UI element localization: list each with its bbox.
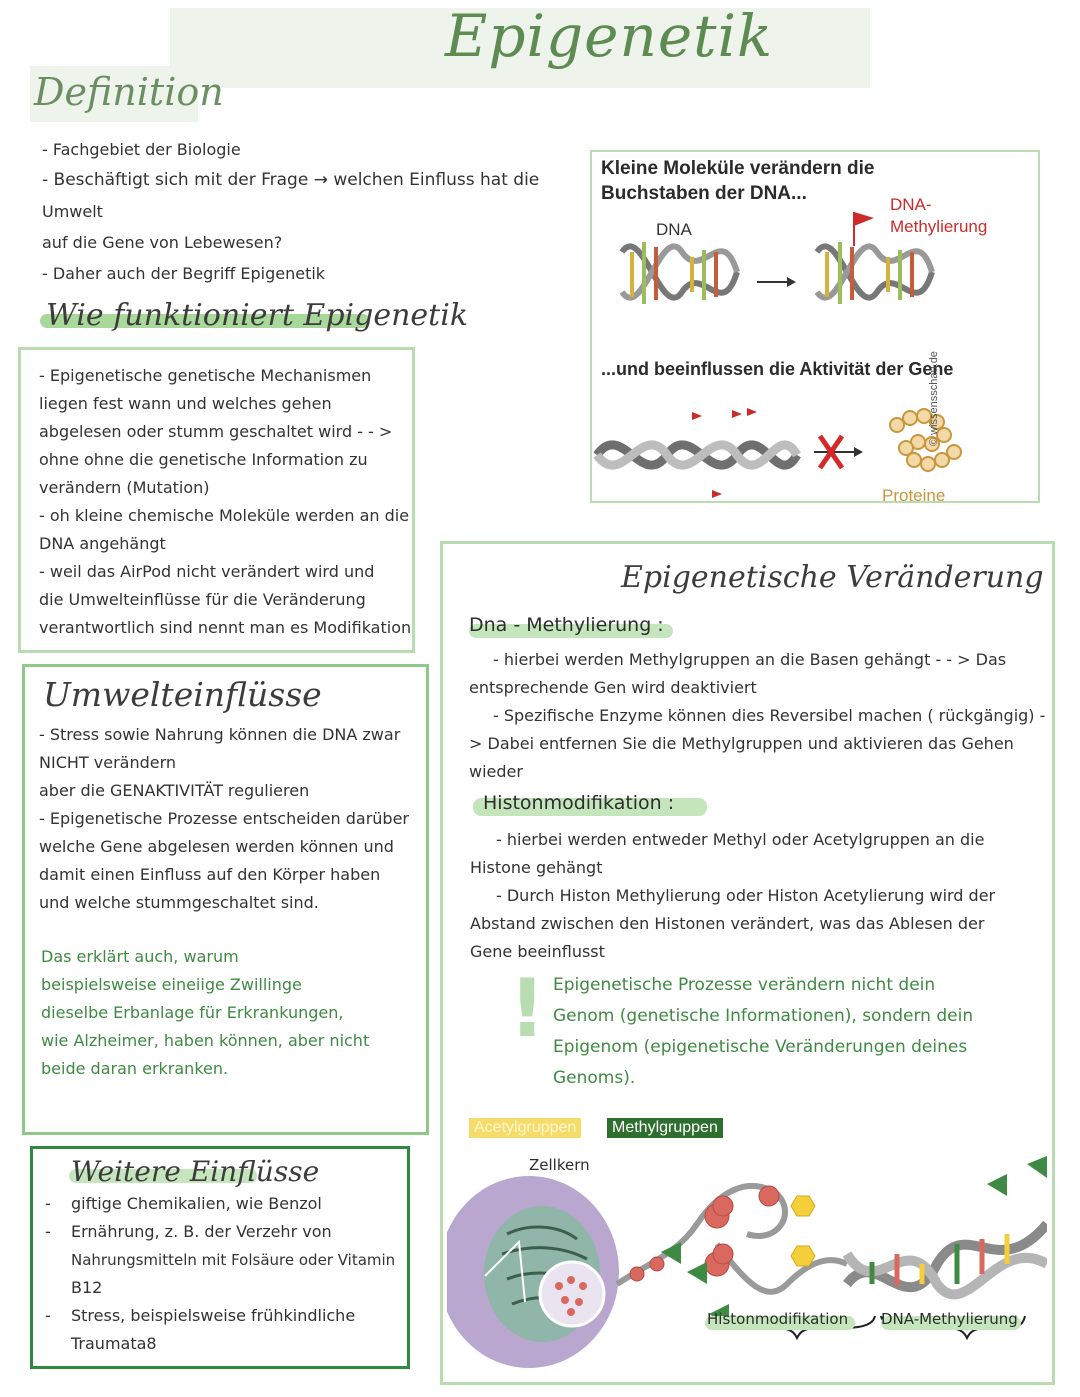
histone-heading: Histonmodifikation : <box>483 792 675 814</box>
function-line: ohne ohne die genetische Information zu <box>39 450 368 469</box>
dna-line: > Dabei entfernen Sie die Methylgruppen und aktivieren das Gehen <box>469 734 1014 753</box>
credit-text: © wissensschau.de <box>928 351 940 446</box>
figure-caption-top <box>601 156 874 206</box>
figure-caption-bottom: ...und beeinflussen die Aktivität der Gene <box>601 359 954 379</box>
further-heading: Weitere Einflüsse <box>71 1155 320 1188</box>
arrow-icon <box>757 277 796 287</box>
definition-line: auf die Gene von Lebewesen? <box>42 233 283 252</box>
genome-note-line: Genoms). <box>553 1068 636 1088</box>
methylation-label-line: Methylierung <box>890 217 988 236</box>
page-title: Epigenetik <box>445 2 774 70</box>
acetyl-tag: Acetylgruppen <box>469 1118 581 1138</box>
environment-note <box>41 943 369 1083</box>
genome-note <box>553 970 973 1094</box>
methylated-strand-icon <box>597 408 797 498</box>
bullet <box>45 1274 71 1302</box>
note-line: dieselbe Erbanlage für Erkrankungen, <box>41 1003 344 1022</box>
environment-line: welche Gene abgelesen werden können und <box>39 837 394 856</box>
function-heading: Wie funktioniert Epigenetik <box>46 298 468 333</box>
dna-methylation-figure <box>590 150 1040 503</box>
further-item-text: Nahrungsmitteln mit Folsäure oder Vitamin <box>71 1251 396 1269</box>
histone-text <box>470 826 995 966</box>
histone-line: Histone gehängt <box>470 858 603 877</box>
further-box <box>30 1146 410 1369</box>
further-item-text: Traumata8 <box>71 1334 157 1353</box>
function-line: - weil das AirPod nicht verändert wird und <box>39 562 375 581</box>
methyl-tag: Methylgruppen <box>607 1118 723 1138</box>
proteins-label: Proteine <box>882 486 946 505</box>
dna-line: - hierbei werden Methylgruppen an die Basen gehängt - - > Das <box>493 650 1007 669</box>
function-line: verantwortlich sind nennt man es Modifikation <box>39 618 412 637</box>
chromatin-fiber-icon <box>617 1186 847 1326</box>
further-item <box>45 1246 395 1274</box>
dna-line: - Spezifische Enzyme können dies Reversibel machen ( rückgängig) - <box>493 706 1046 725</box>
further-item-text: Stress, beispielsweise frühkindliche <box>71 1306 356 1325</box>
genome-note-line: Epigenetische Prozesse verändern nicht dein <box>553 975 936 995</box>
function-text <box>39 362 411 642</box>
environment-text <box>39 721 409 917</box>
bullet <box>45 1246 71 1274</box>
histone-line: - Durch Histon Methylierung oder Histon Acetylierung wird der <box>496 886 996 905</box>
dna-methylation-text <box>469 646 1045 786</box>
definition-text <box>42 134 539 289</box>
definition-line: - Beschäftigt sich mit der Frage → welchen Einfluss hat die <box>42 170 540 190</box>
bullet: - <box>45 1306 51 1325</box>
histone-label: Histonmodifikation <box>707 1310 849 1328</box>
dna-label: DNA <box>656 220 692 239</box>
environment-line: damit einen Einfluss auf den Körper haben <box>39 865 381 884</box>
definition-line: Umwelt <box>42 202 103 221</box>
function-line: DNA angehängt <box>39 534 166 553</box>
environment-line: NICHT verändern <box>39 753 177 772</box>
function-box <box>18 347 415 653</box>
environment-line: - Stress sowie Nahrung können die DNA zwar <box>39 725 401 744</box>
note-line: wie Alzheimer, haben können, aber nicht <box>41 1031 370 1050</box>
blocked-arrow-icon <box>814 436 863 468</box>
histone-line: Abstand zwischen den Histonen verändert, was das Ablesen der <box>470 914 985 933</box>
further-item <box>45 1302 395 1330</box>
environment-line: aber die GENAKTIVITÄT regulieren <box>39 781 310 800</box>
environment-box <box>22 664 429 1135</box>
caption-line: Buchstaben der DNA... <box>601 183 807 204</box>
dnameth-label: DNA-Methylierung <box>881 1310 1018 1328</box>
changes-heading: Epigenetische Veränderung <box>621 560 1044 595</box>
definition-heading: Definition <box>34 70 224 114</box>
methylated-dna-icon <box>817 212 932 304</box>
bullet: - <box>45 1222 51 1241</box>
definition-line: - Daher auch der Begriff Epigenetik <box>42 264 326 283</box>
dna-helix-icon <box>622 242 737 304</box>
environment-line: - Epigenetische Prozesse entscheiden darüber <box>39 809 410 828</box>
dna-line: wieder <box>469 762 523 781</box>
further-list <box>45 1190 395 1358</box>
function-line: - Epigenetische genetische Mechanismen <box>39 366 372 385</box>
function-line: liegen fest wann und welches gehen <box>39 394 332 413</box>
bullet: - <box>45 1194 51 1213</box>
gene-activity-diagram <box>592 400 1038 500</box>
environment-heading: Umwelteinflüsse <box>43 675 322 714</box>
bullet <box>45 1330 71 1358</box>
genome-note-line: Genom (genetische Informationen), sondern dein <box>553 1006 974 1026</box>
genome-note-line: Epigenom (epigenetische Veränderungen deines <box>553 1037 968 1057</box>
function-line: verändern (Mutation) <box>39 478 210 497</box>
function-line: die Umwelteinflüsse für die Veränderung <box>39 590 366 609</box>
definition-line: - Fachgebiet der Biologie <box>42 140 241 159</box>
dna-methylation-heading: Dna - Methylierung : <box>469 614 664 636</box>
protein-chain-icon <box>890 409 961 471</box>
changes-box <box>440 541 1055 1385</box>
further-item-text: giftige Chemikalien, wie Benzol <box>71 1194 322 1213</box>
double-helix-icon <box>847 1156 1047 1294</box>
dna-line: entsprechende Gen wird deaktiviert <box>469 678 757 697</box>
nucleus-label: Zellkern <box>529 1156 590 1174</box>
caption-line: Kleine Moleküle verändern die <box>601 158 875 179</box>
further-item-text: Ernährung, z. B. der Verzehr von <box>71 1222 332 1241</box>
histone-line: - hierbei werden entweder Methyl oder Acetylgruppen an die <box>496 830 985 849</box>
dna-helix-diagram <box>592 212 1038 332</box>
further-item <box>45 1330 395 1358</box>
further-item <box>45 1274 395 1302</box>
further-item <box>45 1190 395 1218</box>
note-line: beide daran erkranken. <box>41 1059 229 1078</box>
methylation-label-line: DNA- <box>890 195 932 214</box>
chromatin-diagram <box>447 1134 1047 1374</box>
further-item <box>45 1218 395 1246</box>
histone-line: Gene beeinflusst <box>470 942 605 961</box>
function-line: - oh kleine chemische Moleküle werden an die <box>39 506 410 525</box>
cell-nucleus-icon <box>447 1176 619 1368</box>
environment-line: und welche stummgeschaltet sind. <box>39 893 319 912</box>
further-item-text: B12 <box>71 1278 103 1297</box>
function-line: abgelesen oder stumm geschaltet wird - - > <box>39 422 393 441</box>
exclamation-icon: ! <box>509 962 546 1055</box>
note-line: beispielsweise eineiige Zwillinge <box>41 975 302 994</box>
note-line: Das erklärt auch, warum <box>41 947 239 966</box>
